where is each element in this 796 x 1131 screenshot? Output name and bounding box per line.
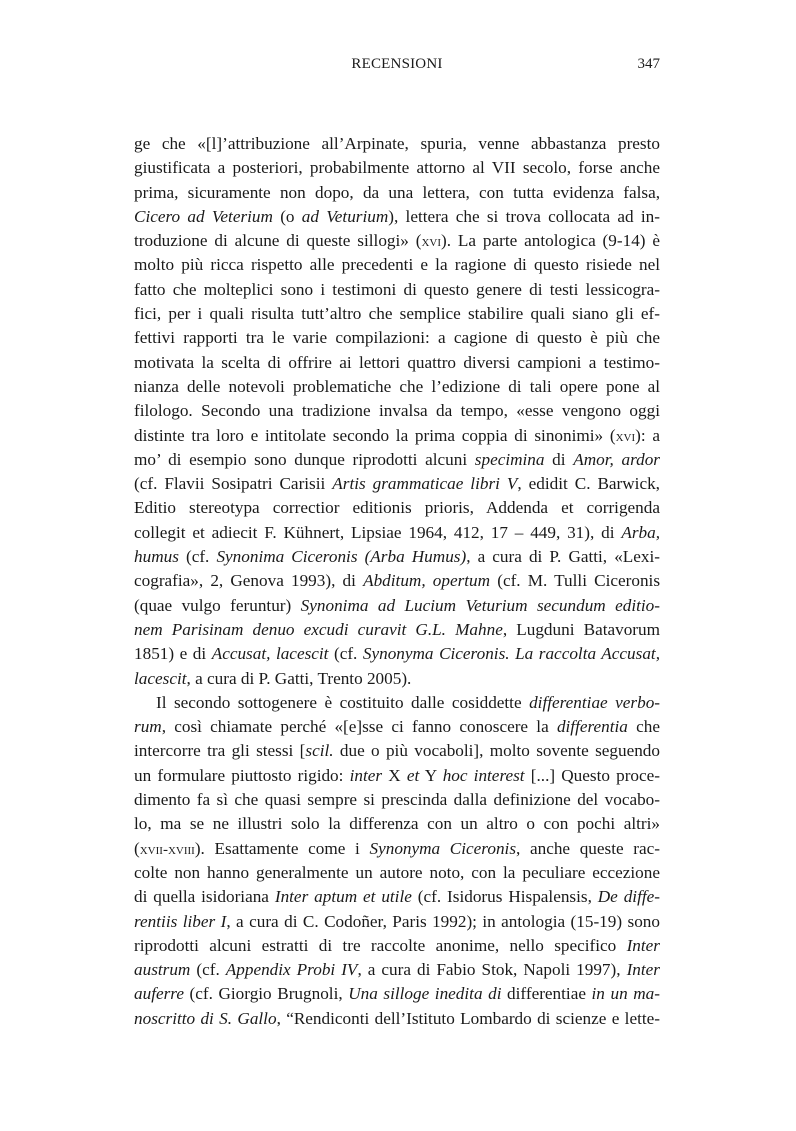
text-line: Cicero ad Veterium (o ad Veturium), lettera che si trova collocata ad in- xyxy=(134,206,660,226)
text-line: 1851) e di Accusat, lacescit (cf. Synonyma Ciceronis. La raccolta Accusat, xyxy=(134,644,660,664)
review-body-text xyxy=(134,132,660,1031)
text-line: nem Parisinam denuo excudi curavit G.L. Mahne, Lugduni Batavorum xyxy=(134,619,660,639)
text-line: collegit et adiecit F. Kühnert, Lipsiae 1964, 412, 17 – 449, 31), di Arba, xyxy=(134,522,660,542)
text-line: colte non hanno generalmente un autore noto, con la peculiare eccezione xyxy=(134,862,660,882)
text-line: austrum (cf. Appendix Probi IV, a cura di Fabio Stok, Napoli 1997), Inter xyxy=(134,960,660,980)
text-line: molto più ricca rispetto alle precedenti e la ragione di questo risiede nel xyxy=(134,255,660,275)
text-line: nianza delle notevoli problematiche che l’edizione di tali opere pone al xyxy=(134,376,660,396)
text-line: distinte tra loro e intitolate secondo la prima coppia di sinonimi» (xvi): a xyxy=(134,425,660,445)
running-header xyxy=(134,56,660,80)
text-line: un formulare piuttosto rigido: inter X et Y hoc interest [...] Questo proce- xyxy=(134,765,661,785)
text-line: humus (cf. Synonima Ciceronis (Arba Humus), a cura di P. Gatti, «Lexi- xyxy=(134,547,661,567)
text-line: (quae vulgo feruntur) Synonima ad Lucium Veturium secundum editio- xyxy=(134,595,660,615)
text-line: Editio stereotypa correctior editionis prioris, Addenda et corrigenda xyxy=(134,498,660,518)
text-line: di quella isidoriana Inter aptum et utile (cf. Isidorus Hispalensis, De diffe- xyxy=(134,887,660,907)
text-line: mo’ di esempio sono dunque riprodotti alcuni specimina di Amor, ardor xyxy=(134,449,660,469)
text-line: noscritto di S. Gallo, “Rendiconti dell’Istituto Lombardo di scienze e lette- xyxy=(134,1008,660,1028)
text-line: riprodotti alcuni estratti di tre raccolte anonime, nello specifico Inter xyxy=(134,935,660,955)
text-line: lacescit, a cura di P. Gatti, Trento 2005). xyxy=(134,668,412,688)
text-line: rentiis liber I, a cura di C. Codoñer, Paris 1992); in antologia (15-19) sono xyxy=(134,911,660,931)
text-line: prima, sicuramente non dopo, da una lettera, con tutta evidenza falsa, xyxy=(134,182,660,202)
text-line: giustificata a posteriori, probabilmente attorno al VII secolo, forse anche xyxy=(134,158,660,178)
text-line: motivata la scelta di offrire ai lettori quattro diversi campioni a testimo- xyxy=(134,352,660,372)
text-line: auferre (cf. Giorgio Brugnoli, Una silloge inedita di differentiae in un ma- xyxy=(134,984,660,1004)
text-line: troduzione di alcune di queste sillogi» (xvi). La parte antologica (9-14) è xyxy=(134,231,661,251)
text-line: Il secondo sottogenere è costituito dalle cosiddette differentiae verbo- xyxy=(156,692,661,712)
text-line: dimento fa sì che quasi sempre si prescinda dalla definizione del vocabo- xyxy=(134,790,660,810)
running-title: RECENSIONI xyxy=(351,56,443,72)
text-line: rum, così chiamate perché «[e]sse ci fanno conoscere la differentia che xyxy=(134,717,660,737)
text-line: cografia», 2, Genova 1993), di Abditum, opertum (cf. M. Tulli Ciceronis xyxy=(134,571,661,591)
page-number: 347 xyxy=(637,56,660,72)
text-line: intercorre tra gli stessi [scil. due o più vocaboli], molto sovente seguendo xyxy=(134,741,660,761)
text-line: fici, per i quali risulta tutt’altro che semplice stabilire quali siano gli ef- xyxy=(134,304,660,324)
text-line: lo, ma se ne illustri solo la differenza con un altro o con pochi altri» xyxy=(134,814,660,834)
text-line: ge che «[l]’attribuzione all’Arpinate, spuria, venne abbastanza presto xyxy=(134,134,660,153)
text-line: filologo. Secondo una tradizione invalsa da tempo, «esse vengono oggi xyxy=(134,401,660,421)
text-line: (xvii-xviii). Esattamente come i Synonyma Ciceronis, anche queste rac- xyxy=(134,838,660,858)
text-line: fettivi rapporti tra le varie compilazioni: a cagione di questo è più che xyxy=(134,328,660,348)
text-line: fatto che molteplici sono i testimoni di questo genere di testi lessicogra- xyxy=(134,279,660,299)
text-line: (cf. Flavii Sosipatri Carisii Artis grammaticae libri V, edidit C. Barwick, xyxy=(134,474,660,494)
